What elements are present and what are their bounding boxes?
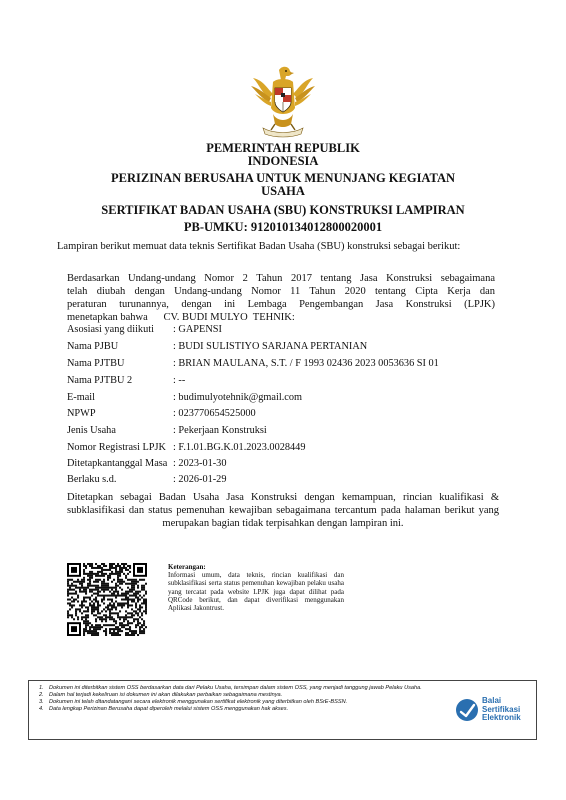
- footer-item-text: Data lengkap Perizinan Berusaha dapat diperoleh melalui sistem OSS menggunakan hak akses.: [49, 706, 289, 712]
- footer-item-number: 3.: [39, 699, 44, 705]
- footer-notes: [35, 685, 437, 713]
- field-value: : 2026-01-29: [173, 474, 227, 485]
- footer-item-number: 4.: [39, 706, 44, 712]
- paragraph-legal-basis: [67, 272, 495, 324]
- field-label: Nama PJTBU 2: [67, 375, 133, 386]
- note-body: Informasi umum, data teknis, rincian kualifikasi dan subklasifikasi serta status pemenuhan kewajiban pelaku usaha yang tercatat pada website LPJK juga dapat dilihat pada QRCode berikut, dan dapat diverifikasi menggunakan Aplikasi Jakontrust.: [168, 571, 344, 613]
- bsre-shield-icon: [454, 695, 480, 725]
- footer-box: [28, 680, 537, 740]
- paragraph-line: Berdasarkan Undang-undang Nomor 2 Tahun 2017 tentang Jasa Konstruksi sebagaimana: [67, 273, 495, 284]
- note-block: [168, 563, 344, 612]
- footer-item: [35, 685, 437, 692]
- bsre-logo-text: [482, 697, 521, 723]
- field-value: : Pekerjaan Konstruksi: [173, 425, 267, 436]
- field-value: : 2023-01-30: [173, 458, 227, 469]
- footer-item: [35, 692, 437, 699]
- field-value: : 023770654525000: [173, 408, 256, 419]
- footer-item-text: Dalam hal terjadi kekeliruan isi dokumen ini akan dilakukan perbaikan sebagaimana mestinya.: [49, 692, 283, 698]
- field-label: Ditetapkantanggal Masa: [67, 458, 168, 469]
- header-line-1: PEMERINTAH REPUBLIK: [206, 141, 360, 155]
- field-label: NPWP: [67, 408, 96, 419]
- field-label: Nama PJBU: [67, 341, 119, 352]
- paragraph-line: peraturan turunannya, dengan ini Lembaga Pengembangan Jasa Konstruksi (LPJK): [67, 299, 495, 310]
- footer-item-number: 2.: [39, 692, 44, 698]
- qr-code-icon: [67, 563, 147, 636]
- field-value: : BRIAN MAULANA, S.T. / F 1993 02436 2023 0053636 SI 01: [173, 358, 439, 369]
- paragraph-line: telah diubah dengan Undang-undang Nomor 11 Tahun 2020 tentang Cipta Kerja dan: [67, 286, 495, 297]
- pb-umku-number: PB-UMKU: 912010134012800020001: [183, 220, 383, 234]
- paragraph-determination: [67, 491, 499, 530]
- field-label: Nomor Registrasi LPJK: [67, 442, 166, 453]
- bsre-line: Sertifikasi: [482, 704, 521, 714]
- field-value: : F.1.01.BG.K.01.2023.0028449: [173, 442, 306, 453]
- footer-item-text: Dokumen ini telah ditandatangani secara elektronik menggunakan sertifikat elektronik yang diterbitkan oleh BSrE-BSSN.: [49, 699, 348, 705]
- note-title: Keterangan:: [168, 563, 206, 571]
- field-label: Berlaku s.d.: [67, 474, 117, 485]
- paragraph-line: Ditetapkan sebagai Badan Usaha Jasa Konstruksi dengan kemampuan, rincian kualifikasi &: [67, 492, 499, 503]
- field-label: Asosiasi yang diikuti: [67, 324, 154, 335]
- field-label: Nama PJTBU: [67, 358, 125, 369]
- document-title: SERTIFIKAT BADAN USAHA (SBU) KONSTRUKSI LAMPIRAN: [101, 203, 465, 217]
- header-line-3: PERIZINAN BERUSAHA UNTUK MENUNJANG KEGIATAN: [110, 171, 455, 185]
- bsre-logo: [454, 695, 528, 727]
- field-value: : BUDI SULISTIYO SARJANA PERTANIAN: [173, 341, 368, 352]
- bsre-line: Balai: [482, 696, 502, 705]
- paragraph-line: merupakan bagian tidak terpisahkan dengan lampiran ini.: [162, 518, 404, 529]
- header-line-2: INDONESIA: [247, 154, 319, 168]
- field-label: E-mail: [67, 392, 96, 403]
- intro-text: Lampiran berikut memuat data teknis Sertifikat Badan Usaha (SBU) konstruksi sebagai berikut:: [57, 241, 461, 252]
- field-label: Jenis Usaha: [67, 425, 116, 436]
- paragraph-line: subklasifikasi dan status pemenuhan kewajiban sebagaimana tercantum pada halaman berikut yang: [67, 505, 499, 516]
- email-value: : budimulyotehnik@gmail.com: [173, 392, 303, 403]
- footer-item-text: Dokumen ini diterbitkan sistem OSS berdasarkan data dari Pelaku Usaha, tersimpan dalam sistem OSS, yang menjadi tanggung jawab Pelaku Usaha.: [49, 685, 422, 691]
- footer-item: [35, 706, 437, 713]
- paragraph-line: menetapkan bahwa CV. BUDI MULYO TEHNIK:: [67, 312, 295, 323]
- bsre-line: Elektronik: [482, 713, 521, 722]
- header-line-4: USAHA: [261, 184, 305, 198]
- field-value: : GAPENSI: [173, 324, 222, 335]
- garuda-emblem-icon: [249, 64, 317, 138]
- footer-item: [35, 699, 437, 706]
- footer-item-number: 1.: [39, 685, 44, 691]
- field-value: : --: [173, 375, 186, 386]
